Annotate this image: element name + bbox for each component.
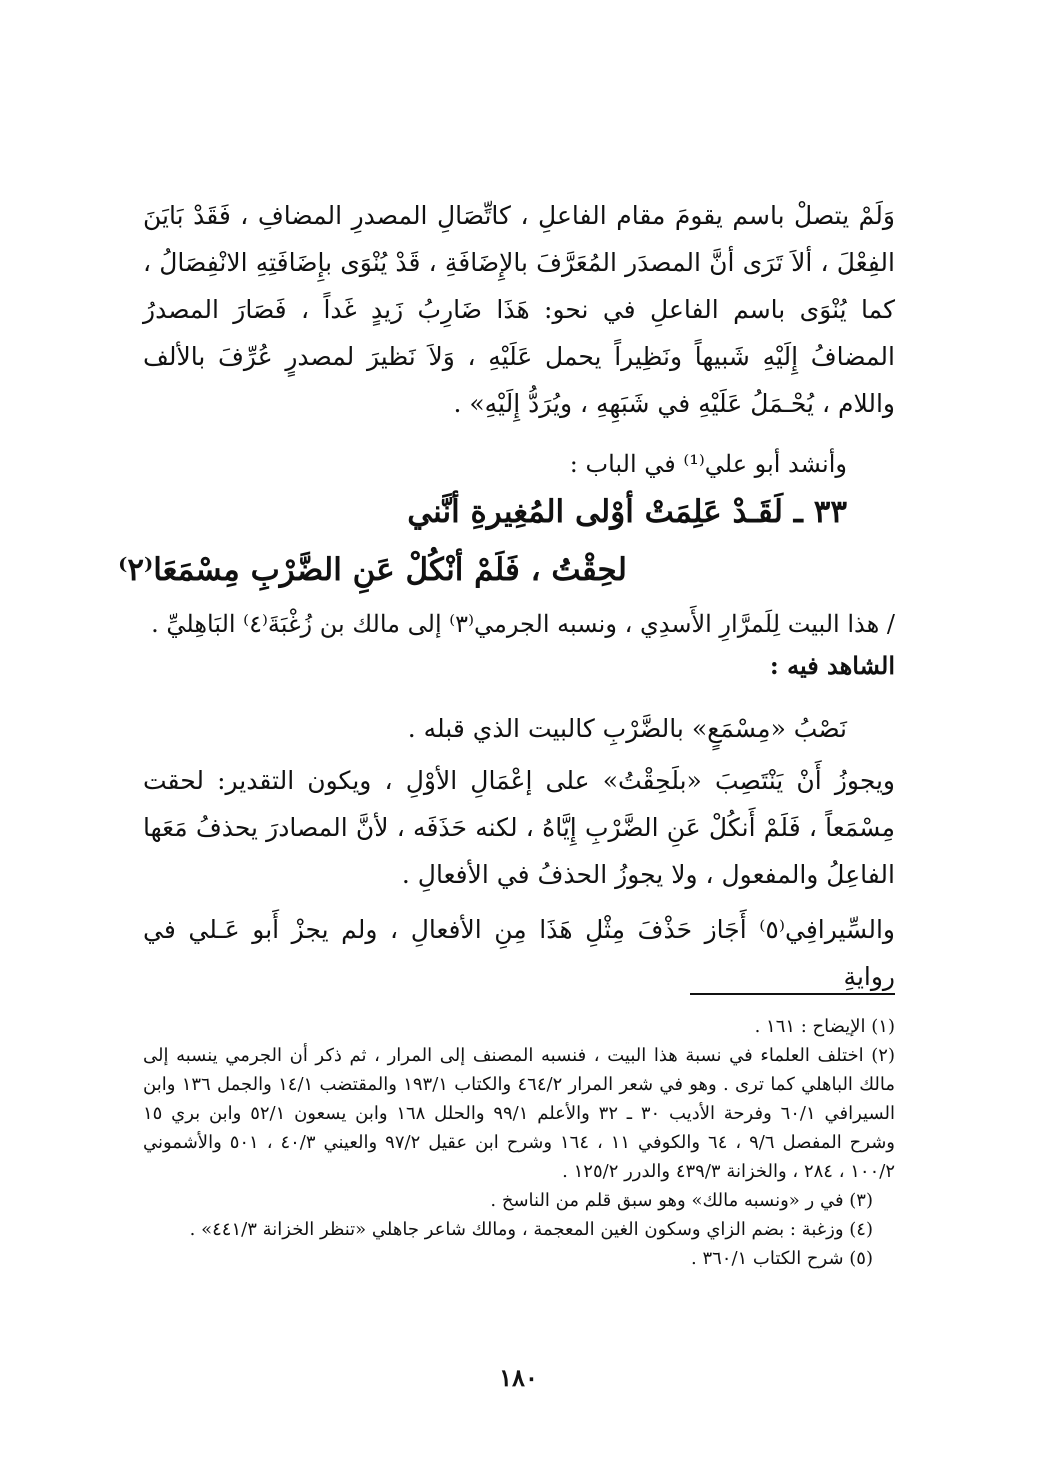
verse-intro-text: وأنشد أبو علي⁽¹⁾ في الباب : <box>569 450 847 478</box>
paragraph-4-text: والسِّيرافِي⁽٥⁾ أَجَاز حَذْفَ مِثْلِ هَذَا مِنِ الأفعالِ ، ولم يجزْ أَبو عَـلي في روايةِ <box>143 915 895 991</box>
verse-attribution <box>143 604 895 644</box>
page-number: ١٨٠ <box>499 1363 538 1392</box>
paragraph-3 <box>143 757 895 898</box>
footnote-4: (٤) وزغبة : بضم الزاي وسكون الغين المعجمة ، ومالك شاعر جاهلي «تنظر الخزانة ٤٤١/٣» . <box>189 1219 873 1240</box>
footnote-divider <box>690 993 895 995</box>
footnotes <box>143 1012 895 1273</box>
paragraph-3-text: ويجوزُ أَنْ يَنْتَصِبَ «بلَحِقْتُ» على إعْمَالِ الأوْلِ ، ويكون التقدير: لحقت مِسْمَعاً ، فَلَمْ أَنكُلْ عَنِ الضَّرْبِ إِيَّاهُ ، لكنه حَذَفَه ، لأنَّ المصادرَ يحذفُ مَعَها الفاعِلُ والمفعول ، ولا يجوزُ الحذفُ في الأفعالِ . <box>143 766 895 889</box>
shahid-heading: الشاهد فيه : <box>769 651 895 680</box>
paragraph-4 <box>143 906 895 1000</box>
verse-line-1: ٣٣ ـ لَقَـدْ عَلِمَتْ أوْلى المُغِيرةِ أنَّني <box>407 494 847 530</box>
verse-intro <box>147 444 847 484</box>
paragraph-2-text: نَصْبُ «مِسْمَعٍ» بالضَّرْبِ كالبيت الذي قبله . <box>407 714 847 743</box>
footnote-3: (٣) في ر «ونسبه مالك» وهو سبق قلم من الناسخ . <box>490 1190 873 1211</box>
paragraph-1 <box>143 192 895 427</box>
verse-attribution-text: / هذا البيت لِلَمرَّارِ الأَسدِي ، ونسبه الجرمي⁽٣⁾ إلى مالك بن زُغْبَةَ⁽٤⁾ البَاهِليِّ . <box>151 610 895 638</box>
paragraph-2 <box>147 705 847 752</box>
footnote-1: (١) الإيضاح : ١٦١ . <box>754 1016 895 1037</box>
paragraph-1-text: وَلَمْ يتصلْ باسم يقومَ مقام الفاعلِ ، كاتِّصَالِ المصدرِ المضافِ ، فَقَدْ بَايَنَ الفِعْلَ ، ألاَ تَرَى أنَّ المصدَر المُعَرَّفَ بالإِضَافَةِ ، قَدْ يُنْوَى بإِضَافَتِهِ الانْفِصَالُ ، كما يُنْوَى باسم الفاعلِ في نحو: هَذَا ضَارِبُ زَيدٍ غَداً ، فَصَارَ المصدرُ المضافُ إِلَيْهِ شَبيهاً ونَظِيراً يحمل عَلَيْهِ ، وَلاَ نَظيرَ لمصدرٍ عُرِّفَ بالألف واللام ، يُحْـمَلُ عَلَيْهِ في شَبَهِهِ ، ويُرَدُّ إِلَيْهِ» . <box>143 201 895 418</box>
verse-line-2: لحِقْتُ ، فَلَمْ أنْكُلْ عَنِ الضَّرْبِ مِسْمَعَا⁽٢⁾ <box>118 552 627 588</box>
footnote-2: (٢) اختلف العلماء في نسبة هذا البيت ، فنسبه المصنف إلى المرار ، ثم ذكر أن الجرمي ينسبه إلى مالك الباهلي كما ترى . وهو في شعر المرار ٤٦٤/٢ والكتاب ١٩٣/١ والمقتضب ١٤/١ والجمل ١٣٦ وابن السيرافي ٦٠/١ وفرحة الأديب ٣٠ ـ ٣٢ والأعلم ٩٩/١ والحلل ١٦٨ وابن يسعون ٥٢/١ وابن بري ١٥ وشرح المفصل ٩/٦ ، ٦٤ والكوفي ١١ ، ١٦٤ وشرح ابن عقيل ٩٧/٢ والعيني ٤٠/٣ ، ٥٠١ والأشموني ١٠٠/٢ ، ٢٨٤ ، والخزانة ٤٣٩/٣ والدرر ١٢٥/٢ . <box>143 1045 895 1182</box>
footnote-5: (٥) شرح الكتاب ٣٦٠/١ . <box>690 1248 873 1269</box>
